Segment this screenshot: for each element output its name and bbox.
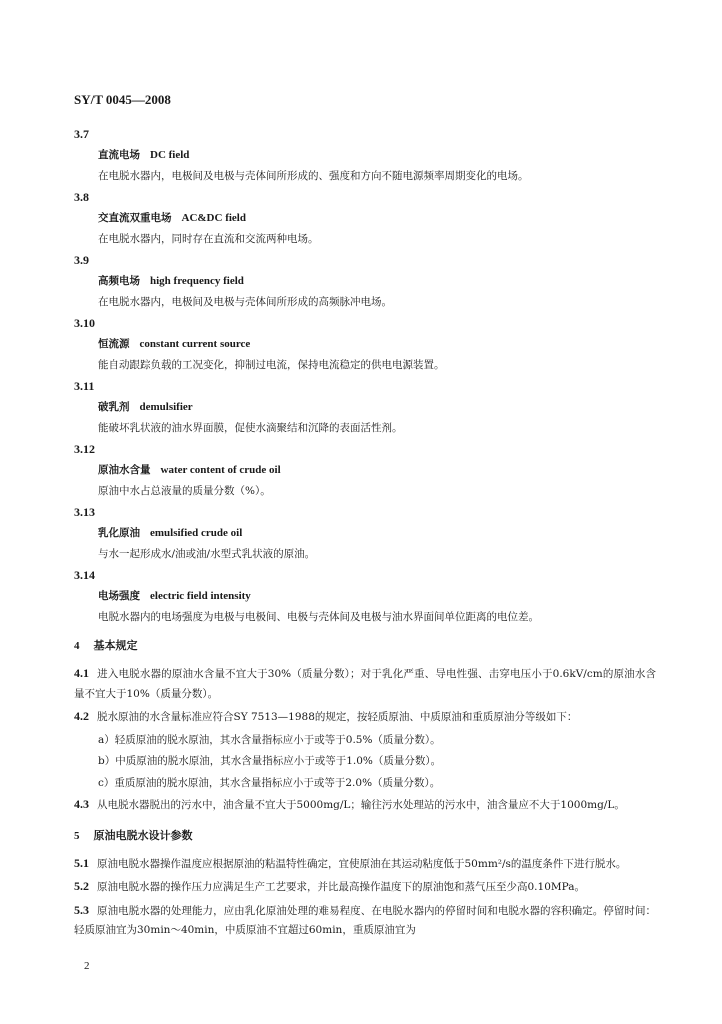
list-item-c: c）重质原油的脱水原油，其水含量指标应小于或等于2.0%（质量分数）。 xyxy=(98,776,441,789)
term-number: 3.7 xyxy=(74,127,89,141)
clause-text: 原油电脱水器的处理能力，应由乳化原油处理的难易程度、在电脱水器内的停留时间和电脱水器的容积确定。停留时间：轻质原油宜为30min～40min，中质原油不宜超过60min，重质原油宜为 xyxy=(74,904,656,936)
list-item-a: a）轻质原油的脱水原油，其水含量指标应小于或等于0.5%（质量分数）。 xyxy=(98,733,441,746)
term-definition: 能自动跟踪负载的工况变化，抑制过电流，保持电流稳定的供电电源装置。 xyxy=(98,359,445,371)
term-title xyxy=(74,462,656,479)
main-content xyxy=(74,126,656,944)
term-english: AC&DC field xyxy=(181,212,246,224)
list-item-b: b）中质原油的脱水原油，其水含量指标应小于或等于1.0%（质量分数）。 xyxy=(98,755,442,767)
term-entry xyxy=(74,378,656,437)
clause-text: 原油电脱水器操作温度应根据原油的粘温特性确定，宜使原油在其运动粘度低于50mm²/s的温度条件下进行脱水。 xyxy=(97,857,627,870)
clause-text: 脱水原油的水含量标准应符合SY 7513—1988的规定，按轻质原油、中质原油和重质原油分等级如下： xyxy=(97,711,578,723)
section-title: 原油电脱水设计参数 xyxy=(93,828,193,842)
term-chinese: 恒流源 xyxy=(98,338,130,350)
clause-number: 5.3 xyxy=(74,902,89,917)
section-number: 4 xyxy=(74,640,80,652)
term-english: emulsified crude oil xyxy=(150,527,243,539)
term-title xyxy=(74,210,656,227)
term-number: 3.9 xyxy=(74,253,89,267)
term-entry xyxy=(74,441,656,500)
term-entry xyxy=(74,126,656,185)
term-definition: 在电脱水器内，同时存在直流和交流两种电场。 xyxy=(98,233,319,245)
page-number: 2 xyxy=(84,960,90,972)
term-entry xyxy=(74,504,656,563)
section-title: 基本规定 xyxy=(93,639,138,652)
term-entry xyxy=(74,315,656,374)
term-chinese: 直流电场 xyxy=(98,149,140,161)
term-number: 3.11 xyxy=(74,379,95,393)
term-definition: 在电脱水器内，电极间及电极与壳体间所形成的、强度和方向不随电源频率周期变化的电场。 xyxy=(98,170,529,182)
term-chinese: 高频电场 xyxy=(98,275,140,287)
clause-number: 5.2 xyxy=(74,879,89,893)
term-entry xyxy=(74,567,656,626)
term-number: 3.10 xyxy=(74,316,95,330)
term-title xyxy=(74,525,656,542)
clause-text: 从电脱水器脱出的污水中，油含量不宜大于5000mg/L；输往污水处理站的污水中，油含量应不大于1000mg/L。 xyxy=(97,799,625,811)
section-5-heading xyxy=(74,826,656,846)
term-number: 3.12 xyxy=(74,442,95,456)
clause-4-2 xyxy=(74,707,656,728)
term-definition: 在电脱水器内，电极间及电极与壳体间所形成的高频脉冲电场。 xyxy=(98,296,392,308)
clause-number: 4.1 xyxy=(74,666,89,680)
clause-number: 4.2 xyxy=(74,709,89,723)
term-chinese: 交直流双重电场 xyxy=(98,212,172,224)
term-definition: 电脱水器内的电场强度为电极与电极间、电极与壳体间及电极与油水界面间单位距离的电位差。 xyxy=(98,611,539,623)
term-chinese: 电场强度 xyxy=(98,590,140,602)
section-4-heading xyxy=(74,636,656,656)
term-title xyxy=(74,273,656,290)
terms-list xyxy=(74,126,656,626)
term-entry xyxy=(74,189,656,248)
clause-4-1 xyxy=(74,664,656,704)
term-chinese: 乳化原油 xyxy=(98,527,140,539)
term-definition: 原油中水占总液量的质量分数（%）。 xyxy=(98,485,271,497)
term-number: 3.8 xyxy=(74,190,89,204)
term-english: electric field intensity xyxy=(150,590,251,602)
term-entry xyxy=(74,252,656,311)
term-definition: 能破坏乳状液的油水界面膜，促使水滴聚结和沉降的表面活性剂。 xyxy=(98,422,403,434)
clause-5-2 xyxy=(74,877,656,898)
clause-5-3 xyxy=(74,901,656,941)
term-english: high frequency field xyxy=(150,275,244,287)
clause-text: 原油电脱水器的操作压力应满足生产工艺要求，并比最高操作温度下的原油饱和蒸气压至少高0.10MPa。 xyxy=(97,881,585,893)
clause-4-3 xyxy=(74,795,656,816)
section-number: 5 xyxy=(74,829,80,842)
clause-text: 进入电脱水器的原油水含量不宜大于30%（质量分数）；对于乳化严重、导电性强、击穿电压小于0.6kV/cm的原油水含量不宜大于10%（质量分数）。 xyxy=(74,668,656,700)
term-english: demulsifier xyxy=(139,401,193,413)
term-english: constant current source xyxy=(139,338,251,350)
term-chinese: 破乳剂 xyxy=(98,401,130,413)
term-title xyxy=(74,588,656,605)
clause-5-1 xyxy=(74,854,656,875)
term-english: DC field xyxy=(150,149,190,161)
clause-number: 4.3 xyxy=(74,797,89,811)
standard-code-header: SY/T 0045—2008 xyxy=(74,92,171,107)
term-number: 3.14 xyxy=(74,568,95,582)
term-definition: 与水一起形成水/油或油/水型式乳状液的原油。 xyxy=(98,548,316,560)
term-title xyxy=(74,399,656,416)
clause-number: 5.1 xyxy=(74,855,89,870)
term-number: 3.13 xyxy=(74,505,95,519)
term-chinese: 原油水含量 xyxy=(98,464,151,476)
term-title xyxy=(74,147,656,164)
term-english: water content of crude oil xyxy=(160,464,281,476)
term-title xyxy=(74,336,656,353)
